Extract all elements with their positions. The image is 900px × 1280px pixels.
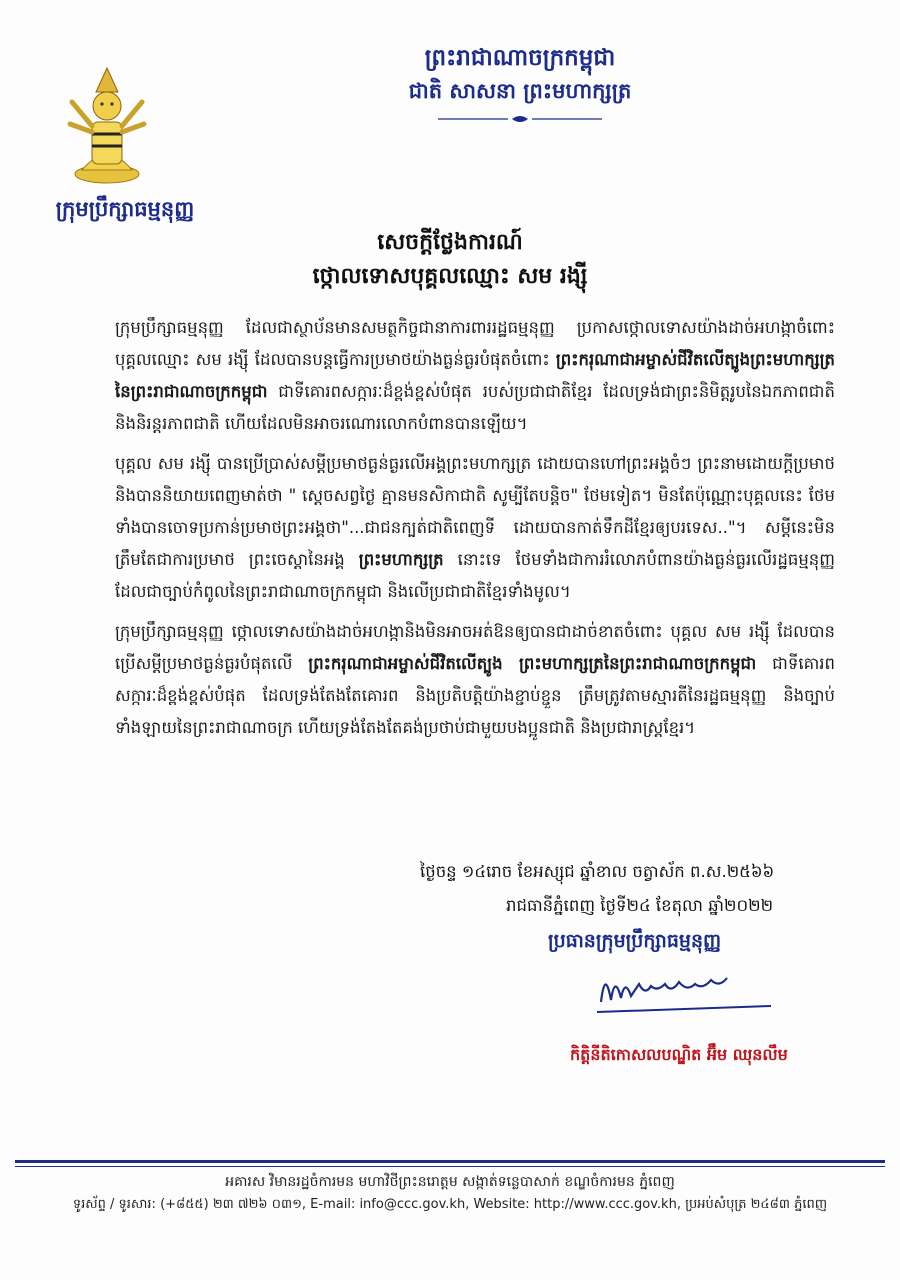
signer-title: ប្រធានក្រុមប្រឹក្សាធម្មនុញ្ញ <box>548 930 722 952</box>
footer-rule-thin <box>15 1166 885 1167</box>
lunar-date: ថ្ងៃចន្ទ ១៤រោច ខែអស្សុជ ឆ្នាំខាល ចត្វាស័ក ព.ស.២៥៦៦ <box>420 862 775 881</box>
footer-rule-thick <box>15 1160 885 1163</box>
national-motto: ជាតិ សាសនា ព្រះមហាក្សត្រ <box>408 79 632 103</box>
emphasis-king: ព្រះមហាក្សត្រ <box>358 550 444 569</box>
footer-contact: ទូរស័ព្ទ / ទូរសារ: (+៨៥៥) ២៣ ៧២៦ ០៣១, E-mail: info@ccc.gov.kh, Website: http://www.ccc.gov.kh, ប្រអប់សំបុត្រ ២៤៨៣ ភ្នំពេញ <box>72 1197 828 1212</box>
council-emblem-icon <box>62 62 152 190</box>
document-subtitle: ថ្កោលទោសបុគ្គលឈ្មោះ សម រង្ស៊ី <box>312 264 588 289</box>
organization-name: ក្រុមប្រឹក្សាធម្មនុញ្ញ <box>55 197 195 221</box>
ornament-divider-icon <box>438 114 602 124</box>
emphasis-king-title-2: ព្រះករុណាជាអម្ចាស់ជីវិតលើត្បូង ព្រះមហាក្សត្រនៃព្រះរាជាណាចក្រកម្ពុជា <box>308 654 757 673</box>
signer-name: កិត្តិនីតិកោសលបណ្ឌិត អ៊ឹម ឈុនលឹម <box>570 1045 788 1064</box>
kingdom-heading: ព្រះរាជាណាចក្រកម្ពុជា <box>424 45 616 71</box>
statement-body <box>115 312 835 752</box>
handwritten-signature <box>595 962 775 1018</box>
footer-address: អគារស វិមានរដ្ឋចំការមន មហាវិថីព្រះនរោត្តម សង្កាត់ទន្លេបាសាក់ ខណ្ឌចំការមន ភ្នំពេញ <box>225 1174 675 1190</box>
paragraph-1: ក្រុមប្រឹក្សាធម្មនុញ្ញ ដែលជាស្ថាប័នមានសមត្ថកិច្ចជានាការពាររដ្ឋធម្មនុញ្ញ ប្រកាសថ្កោលទោសយ៉ាងដាច់អហង្កាចំពោះបុគ្គលឈ្មោះ សម រង្ស៊ី ដែលបានបន្តធ្វើការប្រមាថយ៉ាងធ្ងន់ធ្ងរបំផុតចំពោះ ព្រះករុណាជាអម្ចាស់ជីវិតលើត្បូងព្រះមហាក្សត្រនៃព្រះរាជាណាចក្រកម្ពុជា ជាទីគោរពសក្ការៈដ៏ខ្ពង់ខ្ពស់បំផុត របស់ប្រជាជាតិខ្មែរ ដែលទ្រង់ជាព្រះនិមិត្តរូបនៃឯកភាពជាតិនិងនិរន្តរភាពជាតិ ហើយដែលមិនអាចរណោរលោកបំពានបានឡើយ។ <box>115 318 835 433</box>
emphasis-king-title: ព្រះករុណាជាអម្ចាស់ជីវិតលើត្បូងព្រះមហាក្សត្រនៃព្រះរាជាណាចក្រកម្ពុជា <box>115 350 835 401</box>
paragraph-3: ក្រុមប្រឹក្សាធម្មនុញ្ញ ថ្កោលទោសយ៉ាងដាច់អហង្កានិងមិនអាចអត់ឱនឲ្យបានជាដាច់ខាតចំពោះ បុគ្គល សម រង្ស៊ី ដែលបានប្រើសម្តីប្រមាថធ្ងន់ធ្ងរបំផុតលើ ព្រះករុណាជាអម្ចាស់ជីវិតលើត្បូង ព្រះមហាក្សត្រនៃព្រះរាជាណាចក្រកម្ពុជា ជាទីគោរពសក្ការៈដ៏ខ្ពង់ខ្ពស់បំផុត ដែលទ្រង់តែងតែគោរព និងប្រតិបត្តិយ៉ាងខ្ជាប់ខ្ជួន ត្រឹមត្រូវតាមស្មារតីនៃរដ្ឋធម្មនុញ្ញ និងច្បាប់ទាំងឡាយនៃព្រះរាជាណាចក្រ ហើយទ្រង់តែងតែគង់ប្រថាប់ជាមួយបងប្អូនជាតិ និងប្រជារាស្ត្រខ្មែរ។ <box>115 622 836 737</box>
place-and-date: រាជធានីភ្នំពេញ ថ្ងៃទី២៤ ខែតុលា ឆ្នាំ២០២២ <box>506 896 774 915</box>
document-title: សេចក្តីថ្លែងការណ៍ <box>377 230 523 255</box>
paragraph-2: បុគ្គល សម រង្ស៊ី បានប្រើប្រាស់សម្តីប្រមាថធ្ងន់ធ្ងរលើអង្គព្រះមហាក្សត្រ ដោយបានហៅព្រះអង្គចំៗ ព្រះនាមដោយក្តីប្រមាថ និងបាននិយាយពេញមាត់ថា " ស្តេចសព្វថ្ងៃ គ្មានមនសិកាជាតិ សូម្បីតែបន្តិច" ថែមទៀត។ មិនតែប៉ុណ្ណោះបុគ្គលនេះ ថែមទាំងបានចោទប្រកាន់ប្រមាថព្រះអង្គថា"...ជាជនក្បត់ជាតិពេញទី ដោយបានកាត់ទឹកដីខ្មែរឲ្យបរទេស.."។ សម្តីនេះមិនត្រឹមតែជាការប្រមាថ ព្រះចេស្តានៃអង្គ ព្រះមហាក្សត្រ នោះទេ ថែមទាំងជាការរំលោភបំពានយ៉ាងធ្ងន់ធ្ងរលើរដ្ឋធម្មនុញ្ញ ដែលជាច្បាប់កំពូលនៃព្រះរាជាណាចក្រកម្ពុជា និងលើប្រជាជាតិខ្មែរទាំងមូល។ <box>115 454 835 601</box>
